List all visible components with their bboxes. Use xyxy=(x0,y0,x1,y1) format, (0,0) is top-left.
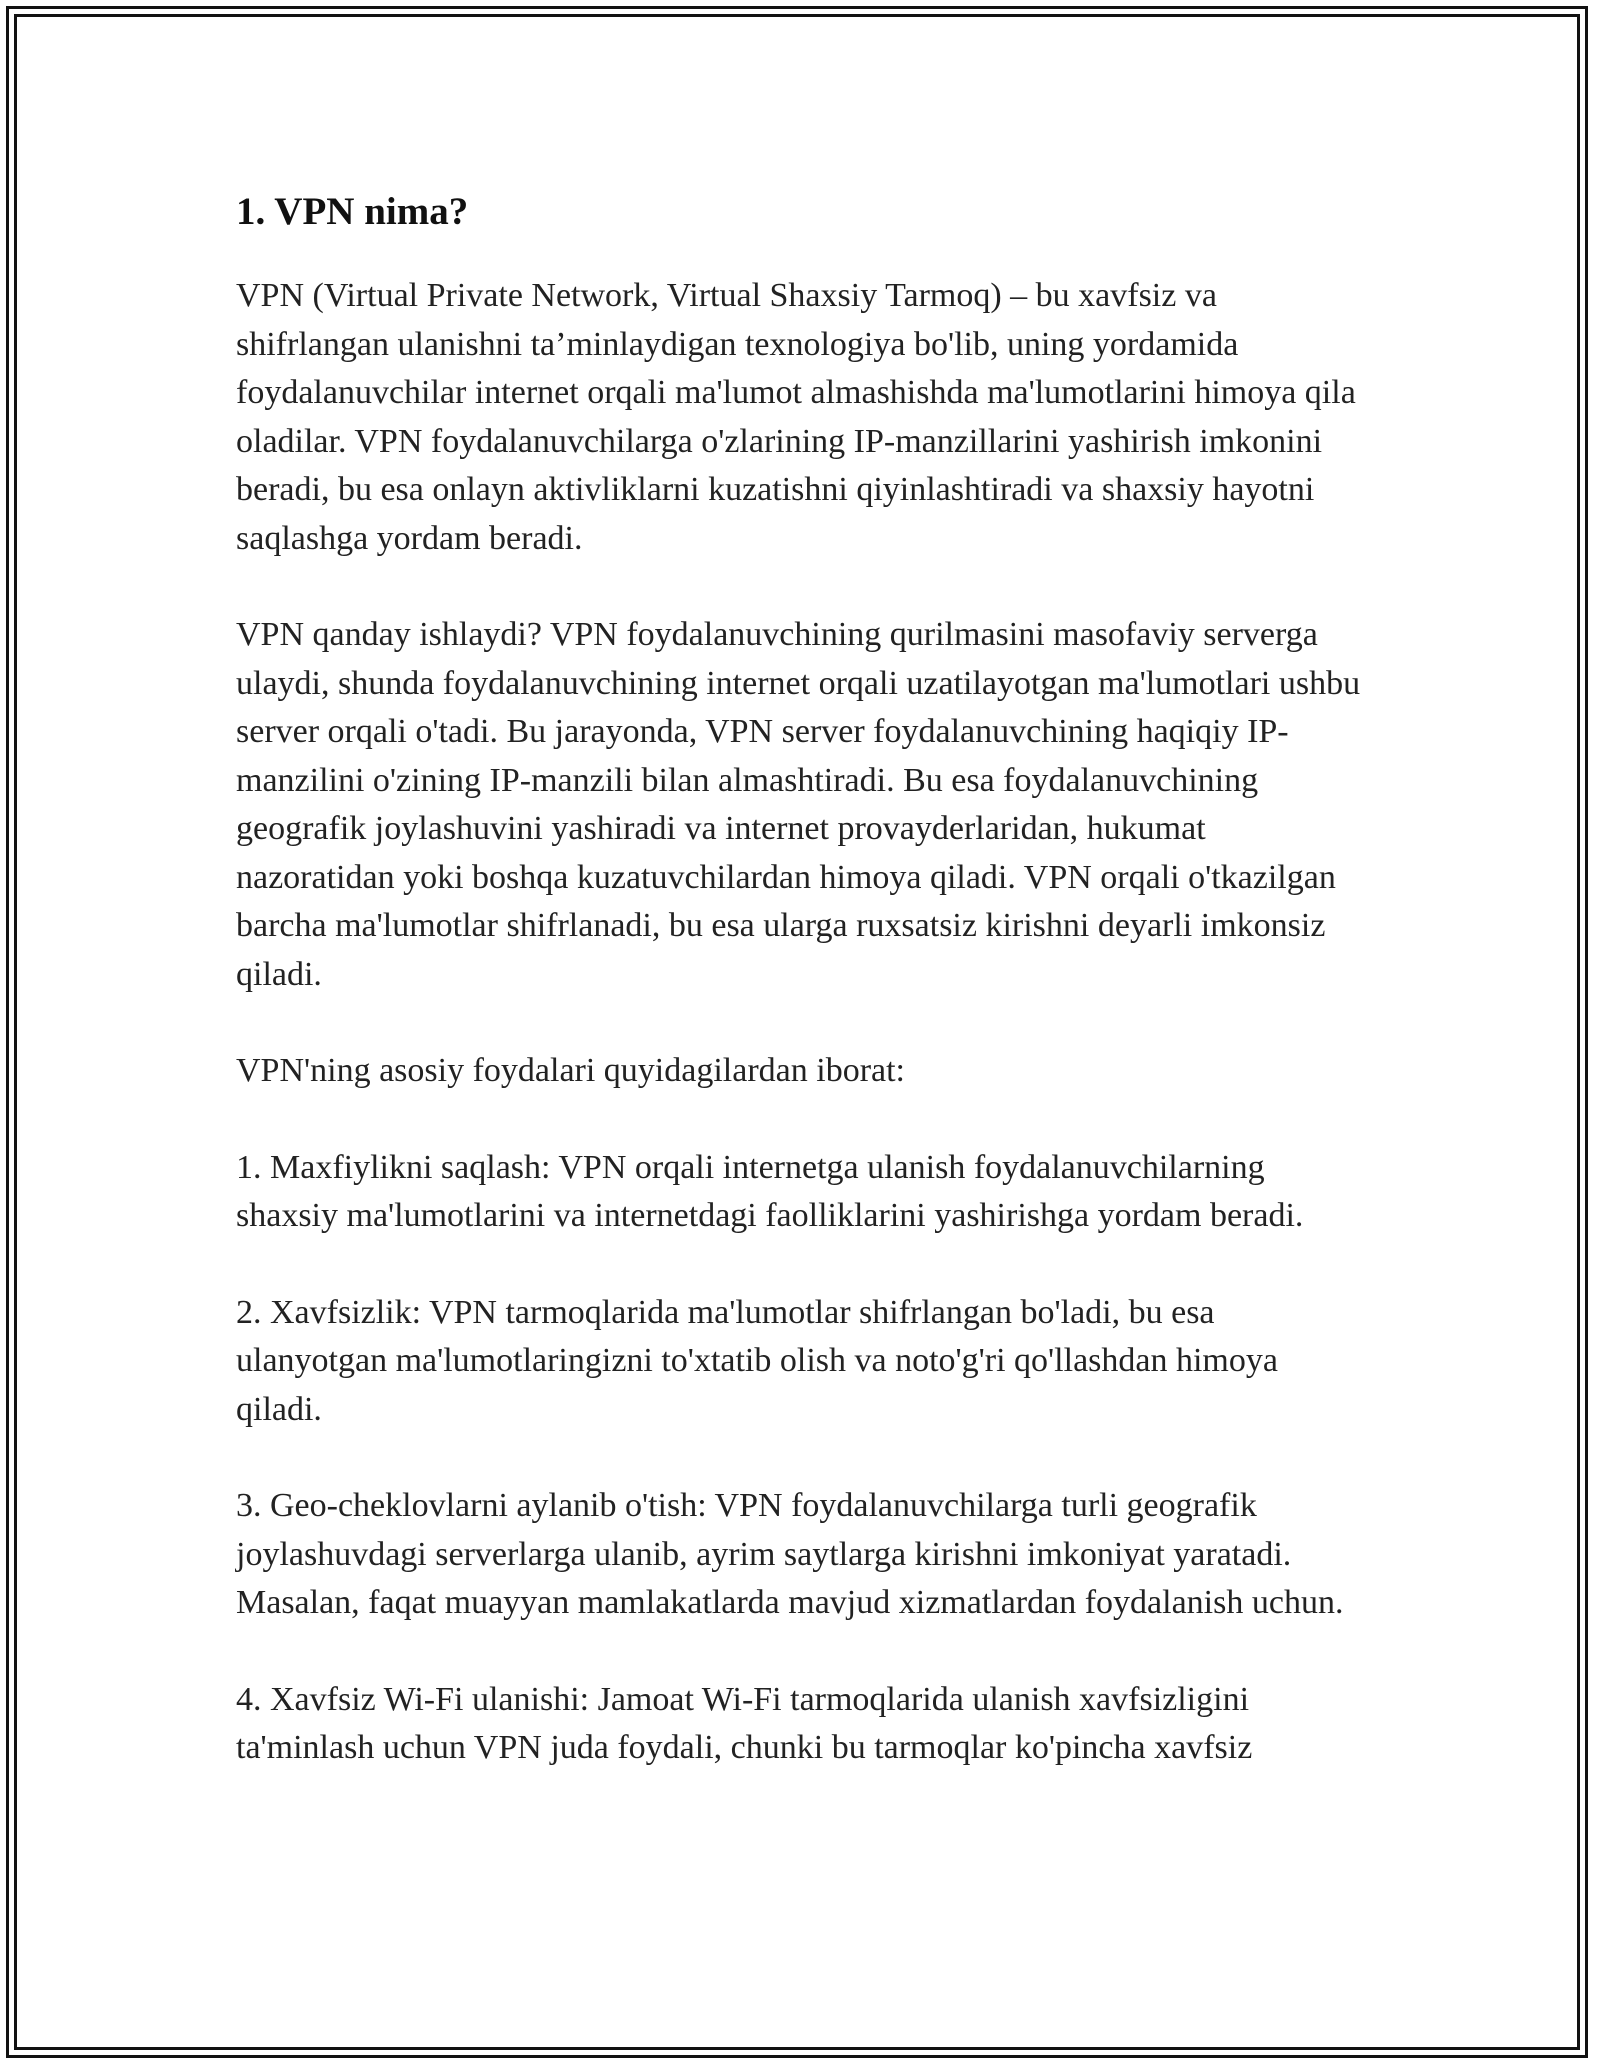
list-item-wifi: 4. Xavfsiz Wi-Fi ulanishi: Jamoat Wi-Fi tarmoqlarida ulanish xavfsizligini ta'minlash uchun VPN juda foydali, chunki bu tarmoqlar ko'pincha xavfsiz xyxy=(236,1680,1253,1766)
paragraph-intro: VPN (Virtual Private Network, Virtual Shaxsiy Tarmoq) – bu xavfsiz va shifrlangan ulanishni ta’minlaydigan texnologiya bo'lib, uning yordamida foydalanuvchilar internet orqali ma'lumot almashishda ma'lumotlarini himoya qila oladilar. VPN foydalanuvchilarga o'zlarining IP-manzillarini yashirish imkonini beradi, bu esa onlayn aktivliklarni kuzatishni qiyinlashtiradi va shaxsiy hayotni saqlashga yordam beradi. xyxy=(236,277,1356,557)
section-heading: 1. VPN nima? xyxy=(236,190,469,233)
paragraph-benefits-intro: VPN'ning asosiy foydalari quyidagilardan iborat: xyxy=(236,1052,905,1089)
list-item-security: 2. Xavfsizlik: VPN tarmoqlarida ma'lumotlar shifrlangan bo'ladi, bu esa ulanyotgan ma'lumotlaringizni to'xtatib olish va noto'g'ri qo'llashdan himoya qiladi. xyxy=(236,1293,1278,1428)
paragraph-how-it-works: VPN qanday ishlaydi? VPN foydalanuvchining qurilmasini masofaviy serverga ulaydi, shunda foydalanuvchining internet orqali uzatilayotgan ma'lumotlari ushbu server orqali o'tadi. Bu jarayonda, VPN server foydalanuvchining haqiqiy IP-manzilini o'zining IP-manzili bilan almashtiradi. Bu esa foydalanuvchining geografik joylashuvini yashiradi va internet provayderlaridan, hukumat nazoratidan yoki boshqa kuzatuvchilardan himoya qiladi. VPN orqali o'tkazilgan barcha ma'lumotlar shifrlanadi, bu esa ularga ruxsatsiz kirishni deyarli imkonsiz qiladi. xyxy=(236,616,1361,993)
list-item-privacy: 1. Maxfiylikni saqlash: VPN orqali internetga ulanish foydalanuvchilarning shaxsiy ma'lumotlarini va internetdagi faolliklarini yashirishga yordam beradi. xyxy=(236,1148,1304,1234)
list-item-geo-restrictions: 3. Geo-cheklovlarni aylanib o'tish: VPN foydalanuvchilarga turli geografik joylashuvdagi serverlarga ulanib, ayrim saytlarga kirishni imkoniyat yaratadi. Masalan, faqat muayyan mamlakatlarda mavjud xizmatlardan foydalanish uchun. xyxy=(236,1487,1344,1621)
document-body xyxy=(236,186,1366,1821)
